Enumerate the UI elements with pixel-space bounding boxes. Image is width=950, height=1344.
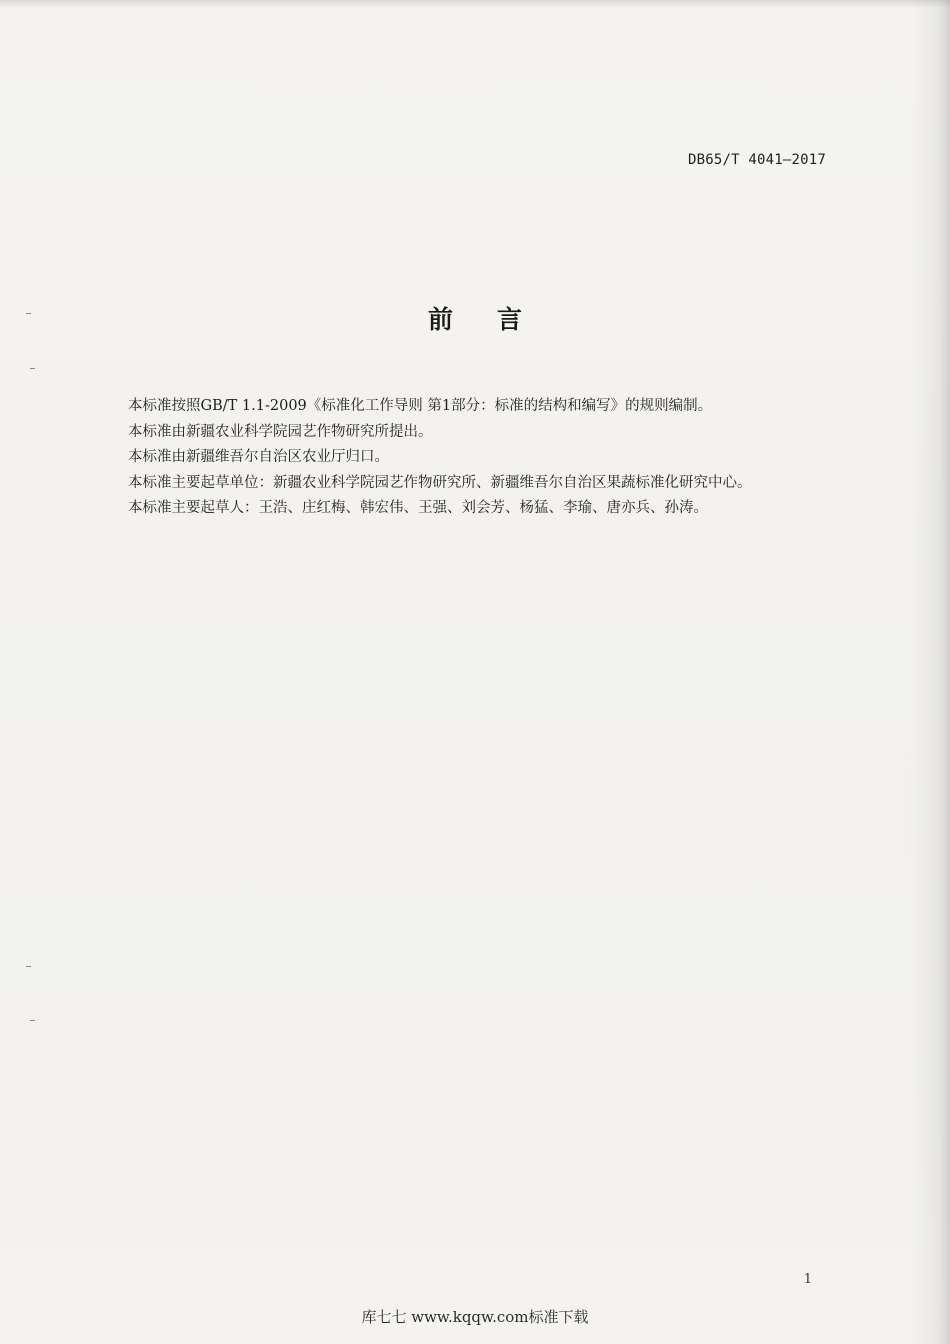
scan-speck	[30, 368, 35, 369]
scan-edge-right	[910, 0, 950, 1344]
document-code: DB65/T 4041—2017	[687, 152, 826, 168]
scan-speck	[30, 1020, 35, 1021]
scan-speck	[26, 966, 31, 967]
foreword-body	[128, 394, 848, 522]
page-title: 前言	[427, 305, 566, 334]
foreword-paragraph: 本标准主要起草人：王浩、庄红梅、韩宏伟、王强、刘会芳、杨猛、李瑜、唐亦兵、孙涛。	[128, 500, 708, 516]
foreword-paragraph: 本标准由新疆农业科学院园艺作物研究所提出。	[128, 423, 433, 440]
foreword-paragraph: 本标准由新疆维吾尔自治区农业厅归口。	[128, 449, 389, 465]
footer-watermark: 库七七 www.kqqw.com标准下载	[361, 1308, 589, 1326]
scan-edge-top	[0, 0, 950, 8]
foreword-paragraph: 本标准按照GB/T 1.1-2009《标准化工作导则 第1部分：标准的结构和编写》的规则编制。	[128, 398, 713, 414]
foreword-paragraph: 本标准主要起草单位：新疆农业科学院园艺作物研究所、新疆维吾尔自治区果蔬标准化研究中心。	[128, 474, 752, 491]
page-number: 1	[803, 1272, 812, 1287]
